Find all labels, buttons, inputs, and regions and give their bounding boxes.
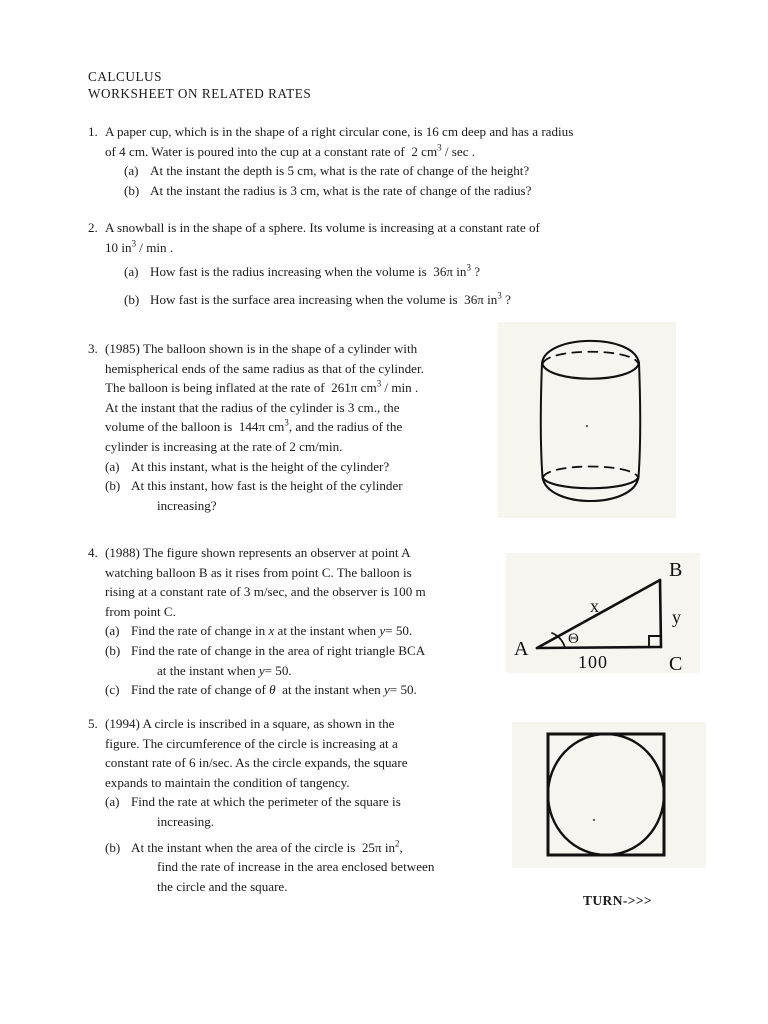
problem-4-part-b	[105, 641, 488, 680]
inscribed-circle	[548, 734, 664, 855]
problem-4-body	[105, 543, 488, 700]
problem-3-part-a	[105, 457, 488, 477]
problem-3-part-a-text: At this instant, what is the height of the cylinder?	[131, 458, 390, 474]
problem-5-line-4: expands to maintain the condition of tangency.	[105, 774, 350, 790]
problem-5-body	[105, 714, 488, 896]
problem-1-rate-value: 2 cm	[411, 143, 438, 159]
problem-4-part-a-pre: Find the rate of change in	[131, 623, 266, 639]
problem-4-line-4: from point C.	[105, 603, 176, 619]
triangle-angle-theta-label: Θ	[568, 631, 579, 647]
triangle-base-length-label: 100	[578, 652, 608, 672]
problem-2-line-1: A snowball is in the shape of a sphere. Its volume is increasing at a constant rate of	[105, 220, 540, 235]
problem-1-part-b	[124, 181, 666, 201]
problem-4-part-a-text	[131, 621, 488, 641]
problem-3-part-b-text	[131, 476, 488, 515]
problem-2-part-b-value-exponent: 3	[497, 290, 502, 301]
problem-1-part-a	[124, 161, 666, 181]
triangle-vertical-side	[660, 580, 661, 647]
problem-2-rate-value: 10 in	[105, 239, 132, 255]
problem-2-part-a-value-exponent: 3	[466, 262, 471, 273]
problem-1-part-b-label: (b)	[124, 182, 140, 198]
figure-triangle-panel	[506, 553, 700, 673]
triangle-side-x-label: x	[590, 596, 599, 616]
problem-4-part-c	[105, 680, 488, 700]
problem-4-part-b-cont-pre: at the instant when	[157, 662, 256, 678]
problem-3-line-2: hemispherical ends of the same radius as that of the cylinder.	[105, 360, 424, 376]
problem-3	[88, 339, 488, 515]
problem-5-part-a-label: (a)	[105, 794, 120, 810]
problem-5-part-b-post: ,	[399, 839, 403, 855]
problem-4-part-c-post: = 50.	[389, 682, 417, 698]
problem-1-rate-unit: / sec .	[444, 143, 476, 159]
problem-2-part-a-text	[150, 262, 666, 282]
problem-2-part-b	[124, 290, 666, 310]
problem-3-line-5-post: , and the radius of the	[288, 419, 403, 435]
problem-5-part-b	[105, 838, 488, 897]
triangle-side-y-label: y	[672, 607, 681, 627]
problem-4-part-c-var-theta: θ	[269, 682, 276, 698]
problem-3-line-1: (1985) The balloon shown is in the shape of a cylinder with	[105, 341, 418, 356]
problem-5-part-b-line-2: find the rate of increase in the area enclosed between	[157, 859, 435, 875]
problem-4-part-b-label: (b)	[105, 642, 121, 658]
problem-2-part-b-value: 36π in	[464, 291, 498, 307]
center-mark	[586, 425, 588, 427]
problem-2	[88, 218, 666, 309]
problem-3-line-3	[105, 378, 488, 398]
problem-2-rate-exponent: 3	[131, 238, 137, 249]
problem-5-line-1: (1994) A circle is inscribed in a square, as shown in the	[105, 716, 395, 731]
problem-1-rate	[408, 144, 475, 159]
problem-2-part-a	[124, 262, 666, 282]
problem-2-part-b-text	[150, 290, 666, 310]
problem-5-part-b-line-3: the circle and the square.	[157, 878, 288, 894]
problem-3-part-a-label: (a)	[105, 458, 120, 474]
cylinder-left-wall	[541, 363, 543, 477]
problem-2-part-a-value-group	[433, 264, 480, 279]
right-angle-mark	[649, 636, 661, 647]
triangle-vertex-a-label: A	[514, 638, 529, 660]
problem-4-part-b-text	[131, 641, 488, 680]
problem-4-part-c-pre: Find the rate of change of	[131, 682, 266, 698]
problem-5-part-a-text	[131, 792, 488, 831]
problem-4-part-c-label: (c)	[105, 682, 120, 698]
problem-1-parts	[105, 161, 666, 200]
problem-4-part-a-post: = 50.	[385, 623, 413, 639]
problem-2-rate-unit: / min .	[139, 239, 174, 255]
bottom-rim-back-dashed	[543, 467, 638, 478]
problem-4	[88, 543, 488, 700]
problem-3-part-b-line-1: At this instant, how fast is the height of the cylinder	[131, 478, 403, 494]
problem-5-part-b-pre: At the instant when the area of the circle is	[131, 839, 356, 855]
triangle-vertex-b-label: B	[669, 559, 683, 581]
problem-3-volume-exponent: 3	[284, 418, 289, 429]
problem-1-line-2	[105, 142, 666, 162]
problem-2-part-a-text-post: ?	[474, 264, 480, 280]
problem-3-line-6: cylinder is increasing at the rate of 2 cm/min.	[105, 438, 343, 454]
problem-4-part-b-line-2	[157, 661, 488, 681]
problem-4-line-1: (1988) The figure shown represents an observer at point A	[105, 545, 411, 560]
problem-5-part-a	[105, 792, 488, 831]
problem-4-part-b-var-y: y	[258, 662, 265, 678]
problem-5-area-group	[362, 840, 400, 855]
problem-5-part-a-line-1: Find the rate at which the perimeter of the square is	[131, 794, 401, 810]
figure-circle-square-panel	[512, 722, 706, 868]
problem-5-area-exponent: 2	[395, 838, 400, 849]
problem-2-part-b-value-group	[464, 292, 511, 307]
balloon-figure-svg	[498, 322, 676, 518]
problem-3-body	[105, 339, 488, 515]
problem-2-parts	[105, 262, 666, 309]
problem-5-part-b-label: (b)	[105, 839, 121, 855]
problem-1-part-a-label: (a)	[124, 163, 139, 179]
problem-3-volume-value: 144π cm	[238, 419, 285, 435]
problem-4-part-b-cont-post: = 50.	[264, 662, 292, 678]
problem-2-part-a-value: 36π in	[433, 264, 467, 280]
problem-3-volume-group	[239, 419, 289, 434]
heading-line-2: WORKSHEET ON RELATED RATES	[88, 86, 312, 101]
problem-4-part-a	[105, 621, 488, 641]
problem-1-line-1: A paper cup, which is in the shape of a right circular cone, is 16 cm deep and has a radius	[105, 124, 574, 139]
problem-3-line-5-pre: volume of the balloon is	[105, 419, 233, 435]
problem-3-line-3-pre: The balloon is being inflated at the rate of	[105, 380, 325, 396]
problem-5-part-b-text	[131, 838, 488, 897]
problem-3-rate-exponent: 3	[376, 378, 382, 389]
problem-2-number: 2.	[88, 220, 98, 235]
problem-3-rate-unit: / min .	[384, 380, 419, 396]
problem-5-line-2: figure. The circumference of the circle is increasing at a	[105, 735, 398, 751]
turn-page-note: TURN->>>	[583, 893, 653, 908]
problem-2-part-b-text-post: ?	[505, 291, 511, 307]
top-rim-front	[542, 363, 639, 379]
problem-4-part-a-var-y: y	[379, 623, 386, 639]
problem-4-part-a-mid: at the instant when	[277, 623, 377, 639]
problem-5	[88, 714, 488, 896]
problem-3-part-b	[105, 476, 488, 515]
problem-3-number: 3.	[88, 341, 98, 356]
problem-3-part-b-line-2: increasing?	[157, 497, 217, 513]
problem-4-part-c-text	[131, 680, 488, 700]
problem-2-line-2	[105, 238, 666, 258]
problem-4-line-3: rising at a constant rate of 3 m/sec, and the observer is 100 m	[105, 584, 426, 600]
problem-4-number: 4.	[88, 545, 98, 560]
problem-1-part-a-text: At the instant the depth is 5 cm, what is the rate of change of the height?	[150, 163, 530, 179]
problem-2-part-b-text-pre: How fast is the surface area increasing when the volume is	[150, 291, 458, 307]
circle-center-speck	[593, 819, 595, 821]
problem-5-part-b-line-1	[131, 840, 403, 855]
problem-4-part-c-var-y: y	[383, 682, 390, 698]
problem-4-part-c-mid: at the instant when	[282, 682, 381, 698]
top-rim-back-dashed	[543, 352, 638, 363]
problem-5-number: 5.	[88, 716, 98, 731]
problem-2-part-a-label: (a)	[124, 264, 139, 280]
problem-4-line-2: watching balloon B as it rises from point C. The balloon is	[105, 564, 412, 580]
document-heading	[88, 68, 311, 102]
triangle-figure-svg	[506, 553, 700, 673]
triangle-base-side	[537, 647, 661, 648]
circle-square-figure-svg	[512, 722, 706, 868]
problem-3-rate-value: 261π cm	[331, 380, 377, 396]
problem-1-line-2-text: of 4 cm. Water is poured into the cup at a constant rate of	[105, 143, 405, 159]
problem-3-rate-group	[331, 380, 418, 395]
problem-2-part-b-label: (b)	[124, 291, 140, 307]
problem-3-part-b-label: (b)	[105, 478, 121, 494]
cylinder-right-wall	[639, 363, 641, 477]
problem-2-part-a-text-pre: How fast is the radius increasing when the volume is	[150, 264, 427, 280]
problem-1-rate-exponent: 3	[437, 142, 442, 153]
problem-4-part-b-line-1: Find the rate of change in the area of right triangle BCA	[131, 642, 426, 658]
figure-balloon-panel	[498, 322, 676, 518]
problem-5-line-3: constant rate of 6 in/sec. As the circle expands, the square	[105, 755, 408, 771]
triangle-vertex-c-label: C	[669, 653, 683, 673]
bottom-rim-front	[543, 477, 639, 488]
problem-4-part-a-var-x: x	[268, 623, 275, 639]
heading-line-1: CALCULUS	[88, 69, 163, 84]
problem-3-line-5	[105, 417, 488, 437]
problem-5-part-a-line-2: increasing.	[157, 813, 215, 829]
problem-1	[88, 122, 666, 200]
problem-3-line-4: At the instant that the radius of the cylinder is 3 cm., the	[105, 399, 400, 415]
problem-1-number: 1.	[88, 124, 98, 139]
problem-1-part-b-text: At the instant the radius is 3 cm, what is the rate of change of the radius?	[150, 182, 532, 198]
problem-4-part-a-label: (a)	[105, 623, 120, 639]
problem-5-area-value: 25π in	[361, 839, 396, 855]
